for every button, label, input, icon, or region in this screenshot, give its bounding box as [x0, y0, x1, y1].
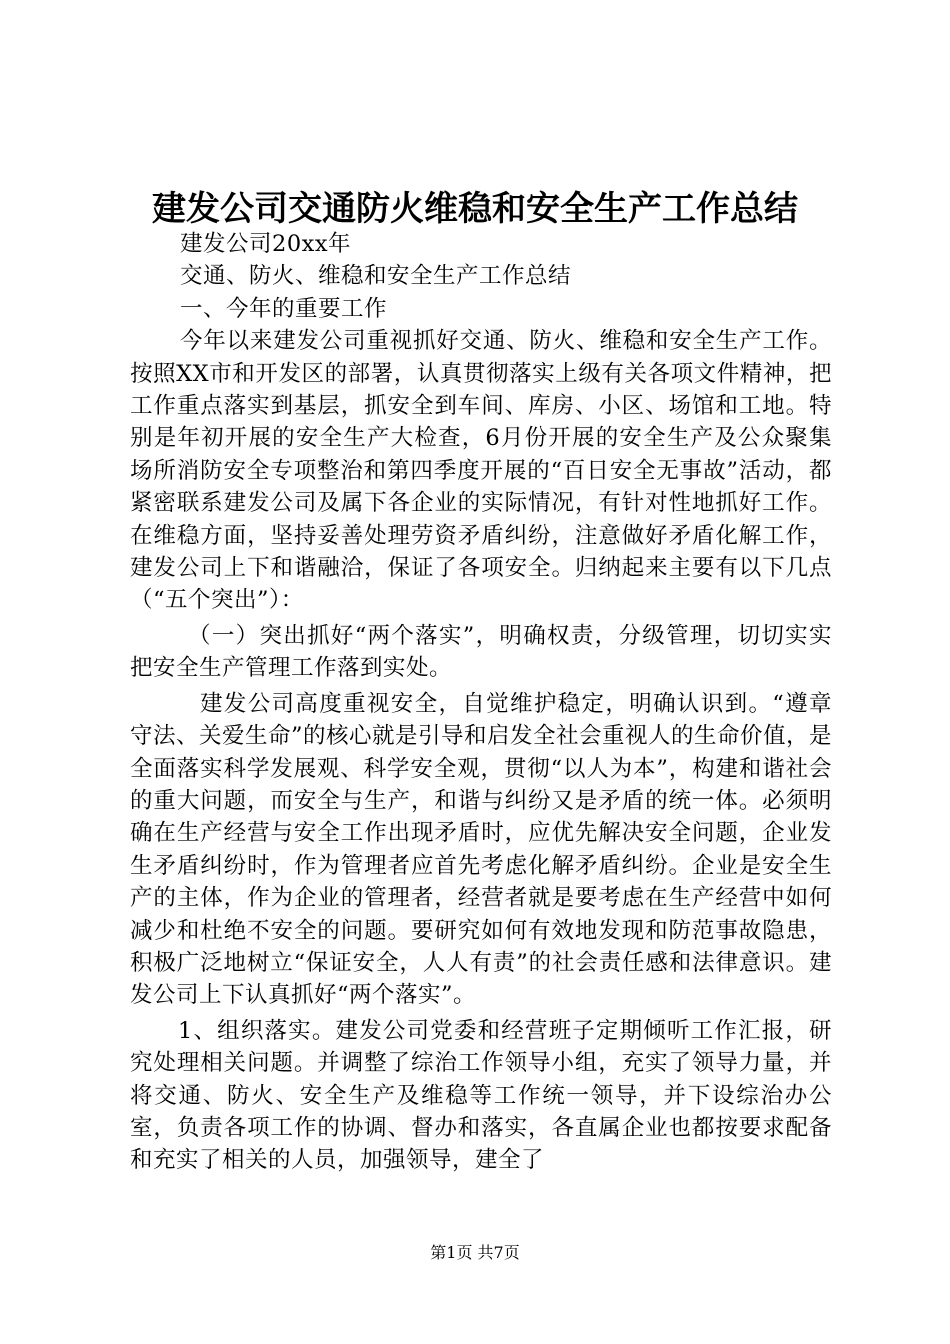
subtitle-line-2: 交通、防火、维稳和安全生产工作总结	[180, 263, 572, 290]
paragraph-intro: 今年以来建发公司重视抓好交通、防火、维稳和安全生产工作。按照XX市和开发区的部署，认真贯彻落实上级有关各项文件精神，把工作重点落实到基层，抓安全到车间、库房、小区、场馆和工地。特别是年初开展的安全生产大检查，6月份开展的安全生产及公众聚集场所消防安全专项整治和第四季度开展的“百日安全无事故”活动，都紧密联系建发公司及属下各企业的实际情况，有针对性地抓好工作。在维稳方面，坚持妥善处理劳资矛盾纠纷，注意做好矛盾化解工作，建发公司上下和谐融洽，保证了各项安全。归纳起来主要有以下几点（“五个突出”）：	[130, 328, 832, 614]
subsection-heading: （一）突出抓好“两个落实”，明确权责，分级管理，切切实实把安全生产管理工作落到实处。	[130, 622, 832, 682]
section-heading: 一、今年的重要工作	[180, 295, 388, 322]
document-body	[130, 228, 832, 1177]
document-title: 建发公司交通防火维稳和安全生产工作总结	[152, 189, 798, 229]
page-footer: 第1页 共7页	[430, 1243, 520, 1262]
subtitle-line-1: 建发公司20xx年	[180, 231, 352, 257]
paragraph-two-implementations: 建发公司高度重视安全，自觉维护稳定，明确认识到。“遵章守法、关爱生命”的核心就是引导和启发全社会重视人的生命价值，是全面落实科学发展观、科学安全观，贯彻“以人为本”，构建和谐社会的重大问题，而安全与生产，和谐与纠纷又是矛盾的统一体。必须明确在生产经营与安全工作出现矛盾时，应优先解决安全问题，企业发生矛盾纠纷时，作为管理者应首先考虑化解矛盾纠纷。企业是安全生产的主体，作为企业的管理者，经营者就是要考虑在生产经营中如何减少和杜绝不安全的问题。要研究如何有效地发现和防范事故隐患，积极广泛地树立“保证安全，人人有责”的社会责任感和法律意识。建发公司上下认真抓好“两个落实”。	[130, 690, 833, 1009]
paragraph-organization: 1、组织落实。建发公司党委和经营班子定期倾听工作汇报，研究处理相关问题。并调整了综治工作领导小组，充实了领导力量，并将交通、防火、安全生产及维稳等工作统一领导，并下设综治办公室，负责各项工作的协调、督办和落实，各直属企业也都按要求配备和充实了相关的人员，加强领导，建全了	[130, 1017, 832, 1174]
